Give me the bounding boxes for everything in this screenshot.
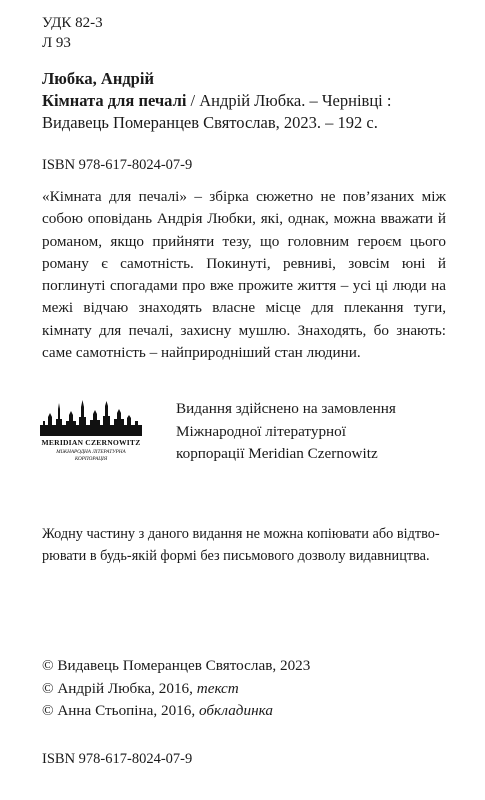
copyright-author-name: © Андрій Любка, 2016, [42, 679, 197, 697]
logo-subtitle-1: МІЖНАРОДНА ЛІТЕРАТУРНА [56, 449, 126, 455]
rights-line-2: рювати в будь-якій формі без письмового дозволу видавництва. [42, 548, 430, 564]
title-responsibility: / Андрій Любка. – Чернівці : [186, 91, 392, 110]
copyright-author-role: текст [196, 679, 239, 697]
copyright-cover-artist [42, 700, 310, 723]
author-name: Любка, Андрій [42, 69, 154, 88]
copyright-block [42, 655, 310, 723]
isbn-bottom: ISBN 978-617-8024-07-9 [42, 751, 193, 767]
isbn-top: ISBN 978-617-8024-07-9 [42, 157, 193, 173]
copyright-artist-role: обкладинка [198, 702, 273, 719]
author-sign: Л 93 [42, 35, 71, 51]
sponsor-line-2: Міжнародної літературної [176, 422, 346, 440]
sponsor-note [176, 398, 396, 466]
logo-subtitle-2: КОРПОРАЦІЯ [74, 456, 108, 462]
rights-line-1: Жодну частину з даного видання не можна копіювати або відтво- [42, 526, 440, 542]
sponsor-line-1: Видання здійснено на замовлення [176, 400, 396, 417]
sponsor-line-3: корпорації Meridian Czernowitz [176, 445, 378, 462]
copyright-artist-name: © Анна Стьопіна, 2016, [42, 702, 199, 719]
copyright-text-author [42, 678, 310, 701]
copyright-publisher: © Видавець Померанцев Святослав, 2023 [42, 657, 311, 674]
udk-block [42, 13, 103, 53]
bibliographic-record [42, 68, 462, 134]
logo-name: MERIDIAN CZERNOWITZ [41, 438, 141, 447]
city-skyline-icon [38, 395, 144, 463]
book-title: Кімната для печалі [42, 91, 187, 110]
annotation-paragraph: «Кімната для печалі» – збірка сюжетно не пов’язаних між собою оповідань Андрія Любки, які, однак, можна вважати й романом, якщо прийняти тезу, що головним героєм цього роману є самотність. Покинуті, ревниві, зовсім юні й поглинуті спогадами про вже прожите життя – усі ці люди на межі відчаю знаходять власне місце для плекання туги, кімнату для печалі, захисну мушлю. Знаходять, бо знають: саме самотність – найприродніший стан людини. [42, 188, 446, 362]
meridian-czernowitz-logo [38, 395, 144, 463]
rights-notice [42, 523, 452, 567]
publisher-line: Видавець Померанцев Святослав, 2023. – 192 с. [42, 113, 378, 132]
udk-code: УДК 82-3 [42, 15, 103, 31]
title-line [42, 90, 462, 112]
